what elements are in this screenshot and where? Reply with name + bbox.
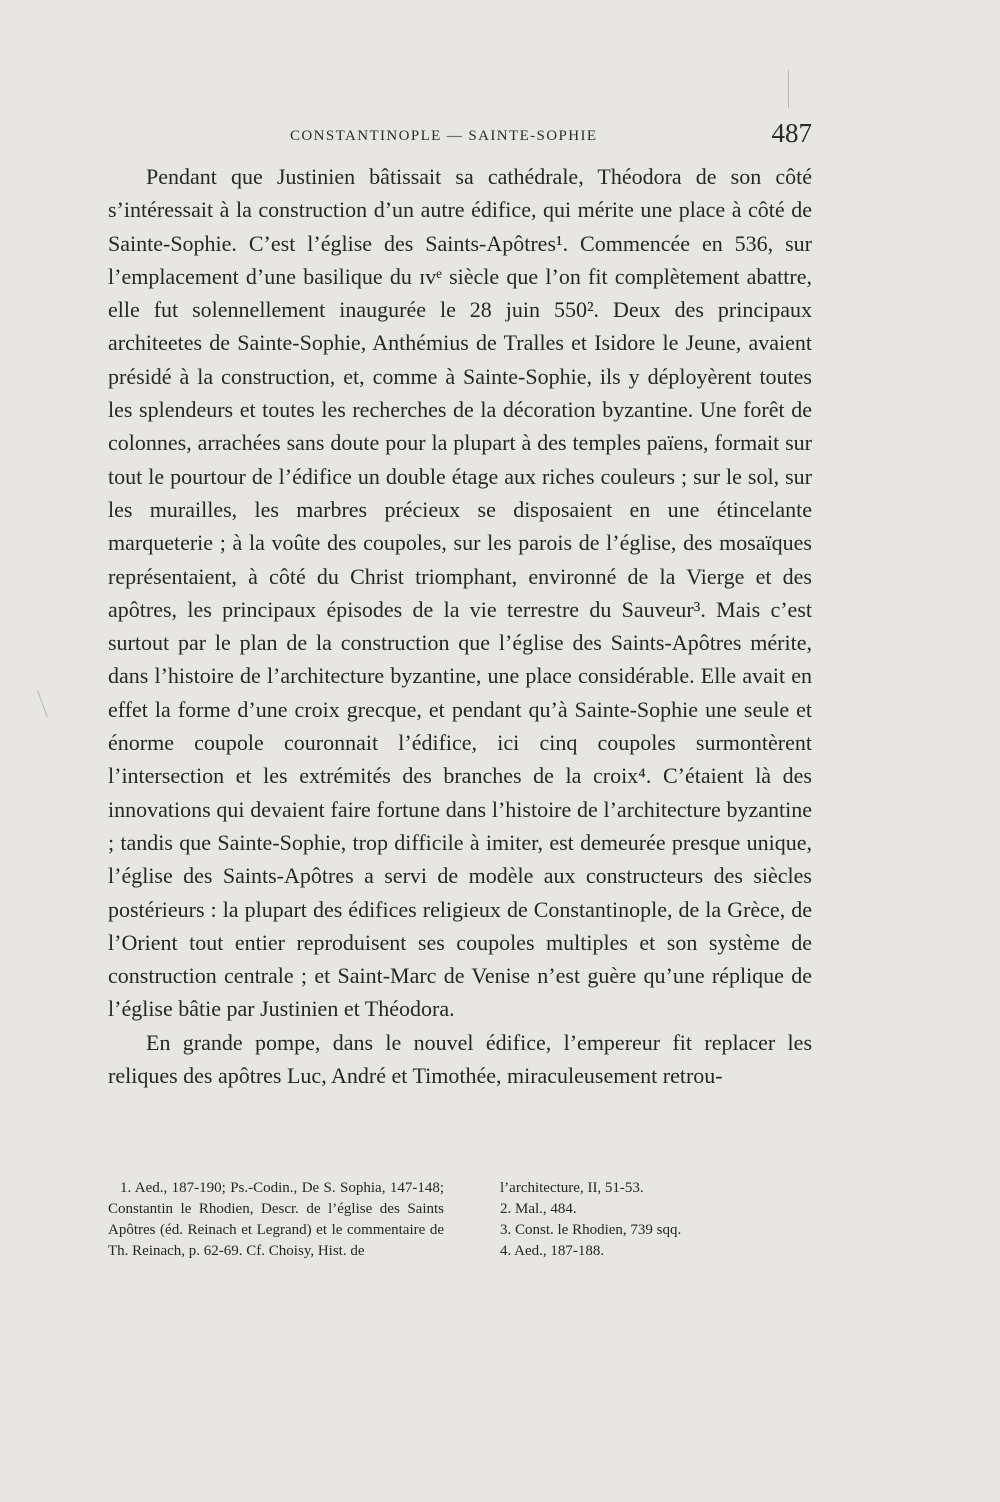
page-number: 487: [771, 118, 812, 148]
body-text: [108, 160, 812, 1092]
scan-artifact-line: [788, 70, 789, 108]
footnote-3: 3. Const. le Rhodien, 739 sqq.: [500, 1222, 682, 1238]
footnotes: [108, 1178, 812, 1308]
paragraph: Pendant que Justinien bâtissait sa cathédrale, Théodora de son côté s’intéressait à la construction d’un autre édifice, qui mérite une place à côté de Sainte-Sophie. C’est l’église des Saints-Apôtres¹. Commencée en 536, sur l’emplacement d’une basilique du ɪvᵉ siècle que l’on fit complètement abattre, elle fut solennellement inaugurée le 28 juin 550². Deux des principaux architeetes de Sainte-Sophie, Anthémius de Tralles et Isidore le Jeune, avaient présidé à la construction, et, comme à Sainte-Sophie, ils y déployèrent toutes les splendeurs et toutes les recherches de la décoration byzantine. Une forêt de colonnes, arrachées sans doute pour la plupart à des temples païens, formait sur tout le pourtour de l’édifice un double étage aux riches couleurs ; sur le sol, sur les murailles, les marbres précieux se disposaient en une étincelante marqueterie ; à la voûte des coupoles, sur les parois de l’église, des mosaïques représentaient, à côté du Christ triomphant, environné de la Vierge et des apôtres, les principaux épisodes de la vie terrestre du Sauveur³. Mais c’est surtout par le plan de la construction que l’église des Saints-Apôtres mérite, dans l’histoire de l’architecture byzantine, une place considérable. Elle avait en effet la forme d’une croix grecque, et pendant qu’à Sainte-Sophie une seule et énorme coupole couronnait l’édifice, ici cinq coupoles surmontèrent l’intersection et les extrémités des branches de la croix⁴. C’étaient là des innovations qui devaient faire fortune dans l’histoire de l’architecture byzantine ; tandis que Sainte-Sophie, trop difficile à imiter, est demeurée presque unique, l’église des Saints-Apôtres a servi de modèle aux constructeurs des siècles postérieurs : la plupart des édifices religieux de Constantinople, de la Grèce, de l’Orient tout entier reproduisent ses coupoles multiples et son système de construction centrale ; et Saint-Marc de Venise n’est guère qu’une réplique de l’église bâtie par Justinien et Théodora.: [108, 164, 812, 1022]
paragraph: En grande pompe, dans le nouvel édifice, l’empereur fit replacer les reliques des apôtres Luc, André et Timothée, miraculeusement retrou-: [108, 1029, 812, 1089]
footnote-4: 4. Aed., 187-188.: [500, 1243, 605, 1259]
scan-artifact-line: [37, 691, 48, 718]
footnote-1-continued: l’architecture, II, 51-53.: [500, 1180, 644, 1196]
page-header: [108, 118, 812, 158]
footnote-2: 2. Mal., 484.: [500, 1201, 577, 1217]
running-head: CONSTANTINOPLE — SAINTE-SOPHIE: [290, 128, 598, 144]
footnotes-right-column: [500, 1178, 812, 1262]
footnote-1: 1. Aed., 187-190; Ps.-Codin., De S. Sophia, 147-148; Constantin le Rhodien, Descr. de l’église des Saints Apôtres (éd. Reinach et Legrand) et le commentaire de Th. Reinach, p. 62-69. Cf. Choisy, Hist. de: [108, 1180, 444, 1259]
